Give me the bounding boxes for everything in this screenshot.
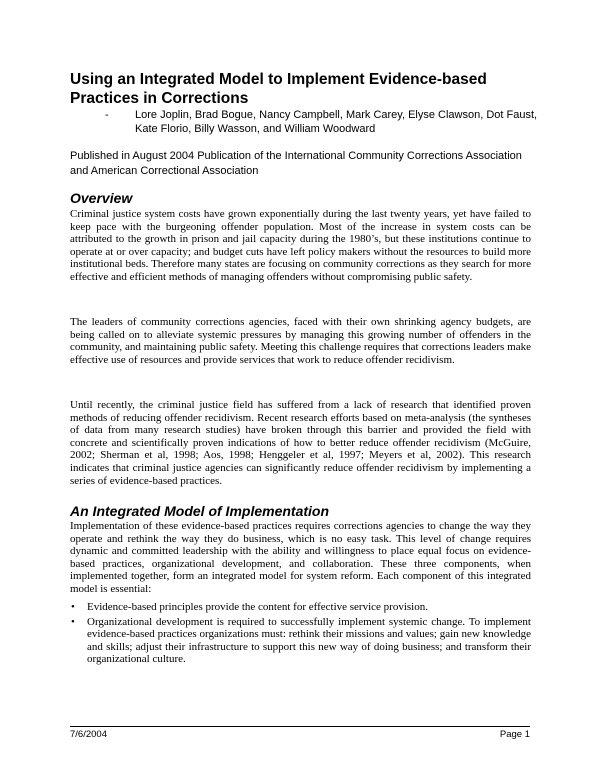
- publication-note: Published in August 2004 Publication of the International Community Corrections Association and American Correctional Association: [70, 150, 522, 177]
- page-number: Page 1: [499, 729, 530, 740]
- author-dash: -: [105, 109, 109, 121]
- list-item: [70, 601, 531, 614]
- overview-paragraph-3: Until recently, the criminal justice field has suffered from a lack of research that identified proven methods of reducing offender recidivism. Recent research efforts based on meta-analysis (the syntheses of data from many research studies) have broken through this barrier and provided the field with concrete and scientifically proven indications of how to better reduce offender recidivism (McGuire, 2002; Sherman et al, 1998; Aos, 1998; Henggeler et al, 1997; Meyers et al, 2002). This research indicates that criminal justice agencies can significantly reduce offender recidivism by implementing a series of evidence-based practices.: [70, 399, 531, 487]
- integrated-model-heading: An Integrated Model of Implementation: [70, 503, 330, 519]
- footer-date: 7/6/2004: [70, 729, 107, 740]
- overview-paragraph-1: Criminal justice system costs have grown exponentially during the last twenty years, yet have failed to keep pace with the burgeoning offender population. Most of the increase in system costs can be attributed to the growth in prison and jail capacity during the 1980’s, but these institutions continue to operate at or over capacity; and budget cuts have left policy makers without the resources to build more institutional beds. Therefore many states are focusing on community corrections as they search for more effective and efficient methods of managing offenders without compromising public safety.: [70, 208, 531, 283]
- component-list: [70, 601, 531, 668]
- list-item: [70, 616, 531, 666]
- integrated-model-paragraph: Implementation of these evidence-based practices requires corrections agencies to change the way they operate and rethink the way they do business, which is no easy task. This level of change requires dynamic and committed leadership with the ability and willingness to place equal focus on evidence-based practices, organizational development, and collaboration. These three components, when implemented together, form an integrated model for system reform. Each component of this integrated model is essential:: [70, 520, 531, 595]
- overview-paragraph-2: The leaders of community corrections agencies, faced with their own shrinking agency budgets, are being called on to alleviate systemic pressures by managing this growing number of offenders in the community, and maintaining public safety. Meeting this challenge requires that corrections leaders make effective use of resources and provide services that work to reduce offender recidivism.: [70, 316, 531, 366]
- list-item-text: Organizational development is required to successfully implement systemic change. To implement evidence-based practices organizations must: rethink their missions and values; gain new knowledge and skills; adjust their infrastructure to support this new way of doing business; and transform their organizational culture.: [87, 615, 531, 666]
- list-item-text: Evidence-based principles provide the content for effective service provision.: [87, 601, 428, 613]
- author-list: [105, 108, 545, 136]
- bullet-icon: •: [71, 615, 75, 628]
- overview-heading: Overview: [70, 190, 133, 206]
- author-names: Lore Joplin, Brad Bogue, Nancy Campbell, Mark Carey, Elyse Clawson, Dot Faust, Kate Florio, Billy Wasson, and William Woodward: [135, 109, 538, 135]
- footer-divider: [70, 726, 530, 727]
- document-title: Using an Integrated Model to Implement Evidence-based Practices in Corrections: [70, 71, 487, 107]
- bullet-icon: •: [71, 601, 75, 613]
